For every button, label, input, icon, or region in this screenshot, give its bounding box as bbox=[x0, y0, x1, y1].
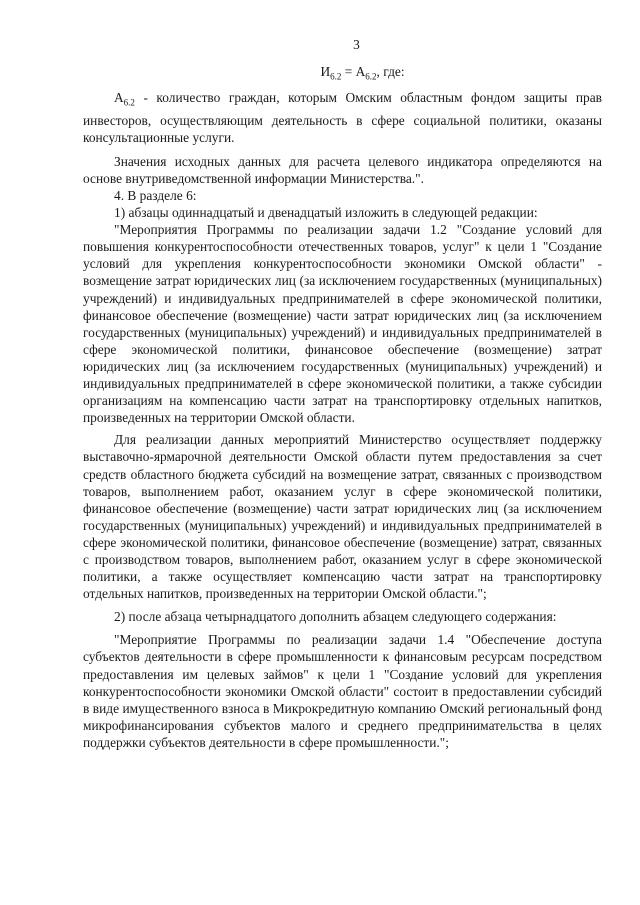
paragraph-indicator-data: Значения исходных данных для расчета целевого индикатора определяются на основе внутриведомственной информации Министерства.". bbox=[83, 153, 602, 186]
formula-rhs-subscript: 6.2 bbox=[365, 71, 377, 82]
paragraph-section-6: 4. В разделе 6: bbox=[114, 188, 197, 203]
definition-symbol: А bbox=[114, 89, 124, 105]
paragraph-implementation: Для реализации данных мероприятий Министерство осуществляет поддержку выставочно-ярмарочной деятельности Омской области путем предоставления за счет средств областного бюджета субсидий на возмещение затрат, связанных с производством товаров, выполнением работ, оказанием услуг в сфере экономической политики, финансовое обеспечение (возмещение) части затрат юридических лиц (за исключением государственных (муниципальных) учреждений) и индивидуальных предпринимателей в сфере экономической политики, финансовое обеспечение (возмещение) затрат, связанных с производством товаров, выполнением работ, оказанием услуг в сфере экономической политики, а также осуществляет компенсацию части затрат на транспортировку отдельных напитков, произведенных на территории Омской области."; bbox=[83, 432, 602, 602]
definition-text: - количество граждан, которым Омским областным фондом защиты прав инвесторов, осуществляющим деятельность в сфере социальной политики, оказаны консультационные услуги. bbox=[83, 89, 602, 145]
paragraph-measures-1-2: "Мероприятия Программы по реализации задачи 1.2 "Создание условий для повышения конкурентоспособности отечественных товаров, услуг" к цели 1 "Создание условий для укрепления конкурентоспособности экономики Омской области" - возмещение затрат юридических лиц (за исключением государственных (муниципальных) учреждений) и индивидуальных предпринимателей в сфере экономической политики, финансовое обеспечение (возмещение) части затрат юридических лиц (за исключением государственных (муниципальных) учреждений) и индивидуальных предпринимателей в сфере экономической политики, финансовое обеспечение (возмещение) затрат юридических лиц (за исключением государственных (муниципальных) учреждений) и индивидуальных предпринимателей в сфере экономической политики, а также субсидии организациям на компенсацию части затрат на транспортировку отдельных напитков, произведенных на территории Омской области. bbox=[83, 222, 602, 426]
formula-rhs: А bbox=[355, 64, 366, 80]
formula-lhs: И bbox=[320, 64, 331, 80]
paragraph-item-1: 1) абзацы одиннадцатый и двенадцатый изложить в следующей редакции: bbox=[114, 205, 538, 221]
formula-equals: = bbox=[341, 64, 356, 80]
page-number: 3 bbox=[353, 37, 360, 52]
formula-line bbox=[83, 63, 602, 86]
definition-paragraph bbox=[83, 89, 602, 146]
formula-tail: , где: bbox=[376, 64, 405, 80]
definition-symbol-subscript: 6.2 bbox=[123, 97, 135, 108]
paragraph-measure-1-4: "Мероприятие Программы по реализации задачи 1.4 "Обеспечение доступа субъектов деятельности в сфере промышленности к финансовым ресурсам посредством предоставления им целевых займов" к цели 1 "Создание условий для укрепления конкурентоспособности экономики Омской области" состоит в предоставлении субсидий в виде имущественного взноса в Микрокредитную компанию Омский региональный фонд микрофинансирования субъектов малого и среднего предпринимательства в целях поддержки субъектов деятельности в сфере промышленности."; bbox=[83, 632, 602, 750]
paragraph-item-2: 2) после абзаца четырнадцатого дополнить абзацем следующего содержания: bbox=[114, 609, 557, 625]
formula-lhs-subscript: 6.2 bbox=[330, 71, 342, 82]
